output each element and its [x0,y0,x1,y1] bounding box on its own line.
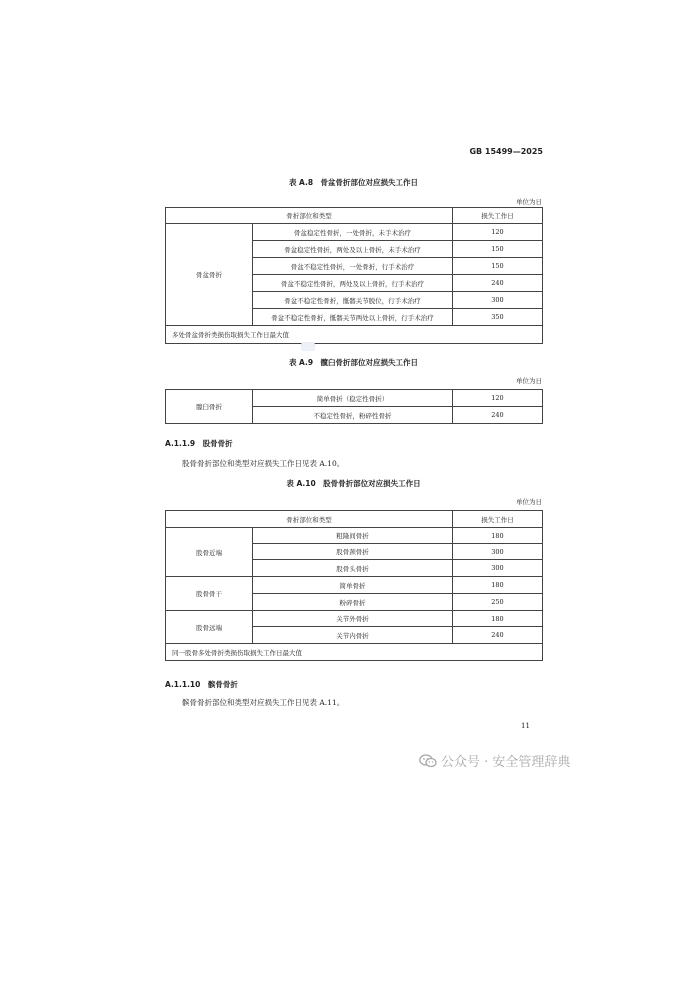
table-cell: 120 [453,390,543,407]
page-number: 11 [521,722,530,730]
section-a1110-heading: A.1.1.10 髌骨骨折 [165,680,238,689]
table-cell: 180 [453,528,543,544]
table-cell: 180 [453,577,543,594]
section-a1110-text: 髌骨骨折部位和类型对应损失工作日见表 A.11。 [182,698,345,707]
table-a9 [165,389,543,424]
table-cell: 粉碎骨折 [253,594,453,611]
table-cell: 350 [453,309,543,326]
faint-logo-icon [301,342,315,351]
table-a9-caption: 表 A.9 髋臼骨折部位对应损失工作日 [288,358,419,367]
table-header-cell: 骨折部位和类型 [166,511,453,528]
table-a9-unit: 单位为日 [516,377,542,385]
table-cell: 关节外骨折 [253,611,453,627]
table-cell: 300 [453,544,543,560]
table-cell: 骨盆不稳定性骨折，两处及以上骨折，行手术治疗 [253,275,453,292]
table-cell: 250 [453,594,543,611]
table-cell: 240 [453,275,543,292]
table-a10-unit: 单位为日 [516,498,542,506]
section-a119-text: 股骨骨折部位和类型对应损失工作日见表 A.10。 [182,459,345,468]
table-a10-caption: 表 A.10 股骨骨折部位对应损失工作日 [286,479,421,488]
table-cell: 骨盆稳定性骨折，一处骨折，未手术治疗 [253,224,453,241]
table-a8-unit: 单位为日 [516,198,542,206]
table-group-label: 股骨骨干 [166,577,253,611]
table-note: 同一股骨多处骨折类损伤取损失工作日最大值 [166,644,543,661]
table-cell: 股骨头骨折 [253,560,453,577]
table-header-cell: 骨折部位和类型 [166,208,453,224]
wechat-icon [419,754,437,768]
table-cell: 股骨颈骨折 [253,544,453,560]
table-cell: 120 [453,224,543,241]
table-cell: 关节内骨折 [253,627,453,644]
watermark [419,751,570,770]
table-cell: 骨盆不稳定性骨折，骶髂关节两处以上骨折，行手术治疗 [253,309,453,326]
table-cell: 150 [453,258,543,275]
table-cell: 简单骨折（稳定性骨折） [253,390,453,407]
table-cell: 骨盆稳定性骨折，两处及以上骨折，未手术治疗 [253,241,453,258]
standard-number: GB 15499—2025 [469,147,543,156]
section-a119-heading: A.1.1.9 股骨骨折 [165,439,233,448]
table-a8-caption: 表 A.8 骨盆骨折部位对应损失工作日 [288,178,419,187]
table-group-label: 髋臼骨折 [166,390,253,424]
table-cell: 180 [453,611,543,627]
table-a8 [165,207,543,344]
table-cell: 不稳定性骨折，粉碎性骨折 [253,407,453,424]
table-cell: 240 [453,627,543,644]
table-cell: 骨盆不稳定性骨折，一处骨折，行手术治疗 [253,258,453,275]
table-a10 [165,510,543,661]
table-group-label: 骨盆骨折 [166,224,253,326]
table-cell: 150 [453,241,543,258]
watermark-text: 公众号 · 安全管理辞典 [441,755,571,770]
table-cell: 300 [453,292,543,309]
table-cell: 300 [453,560,543,577]
table-group-label: 股骨近端 [166,528,253,577]
table-group-label: 股骨远端 [166,611,253,644]
table-cell: 简单骨折 [253,577,453,594]
table-cell: 粗隆间骨折 [253,528,453,544]
table-cell: 240 [453,407,543,424]
table-header-cell: 损失工作日 [453,208,543,224]
table-note: 多处骨盆骨折类损伤取损失工作日最大值 [166,326,543,344]
table-header-cell: 损失工作日 [453,511,543,528]
table-cell: 骨盆不稳定性骨折，骶髂关节脱位，行手术治疗 [253,292,453,309]
